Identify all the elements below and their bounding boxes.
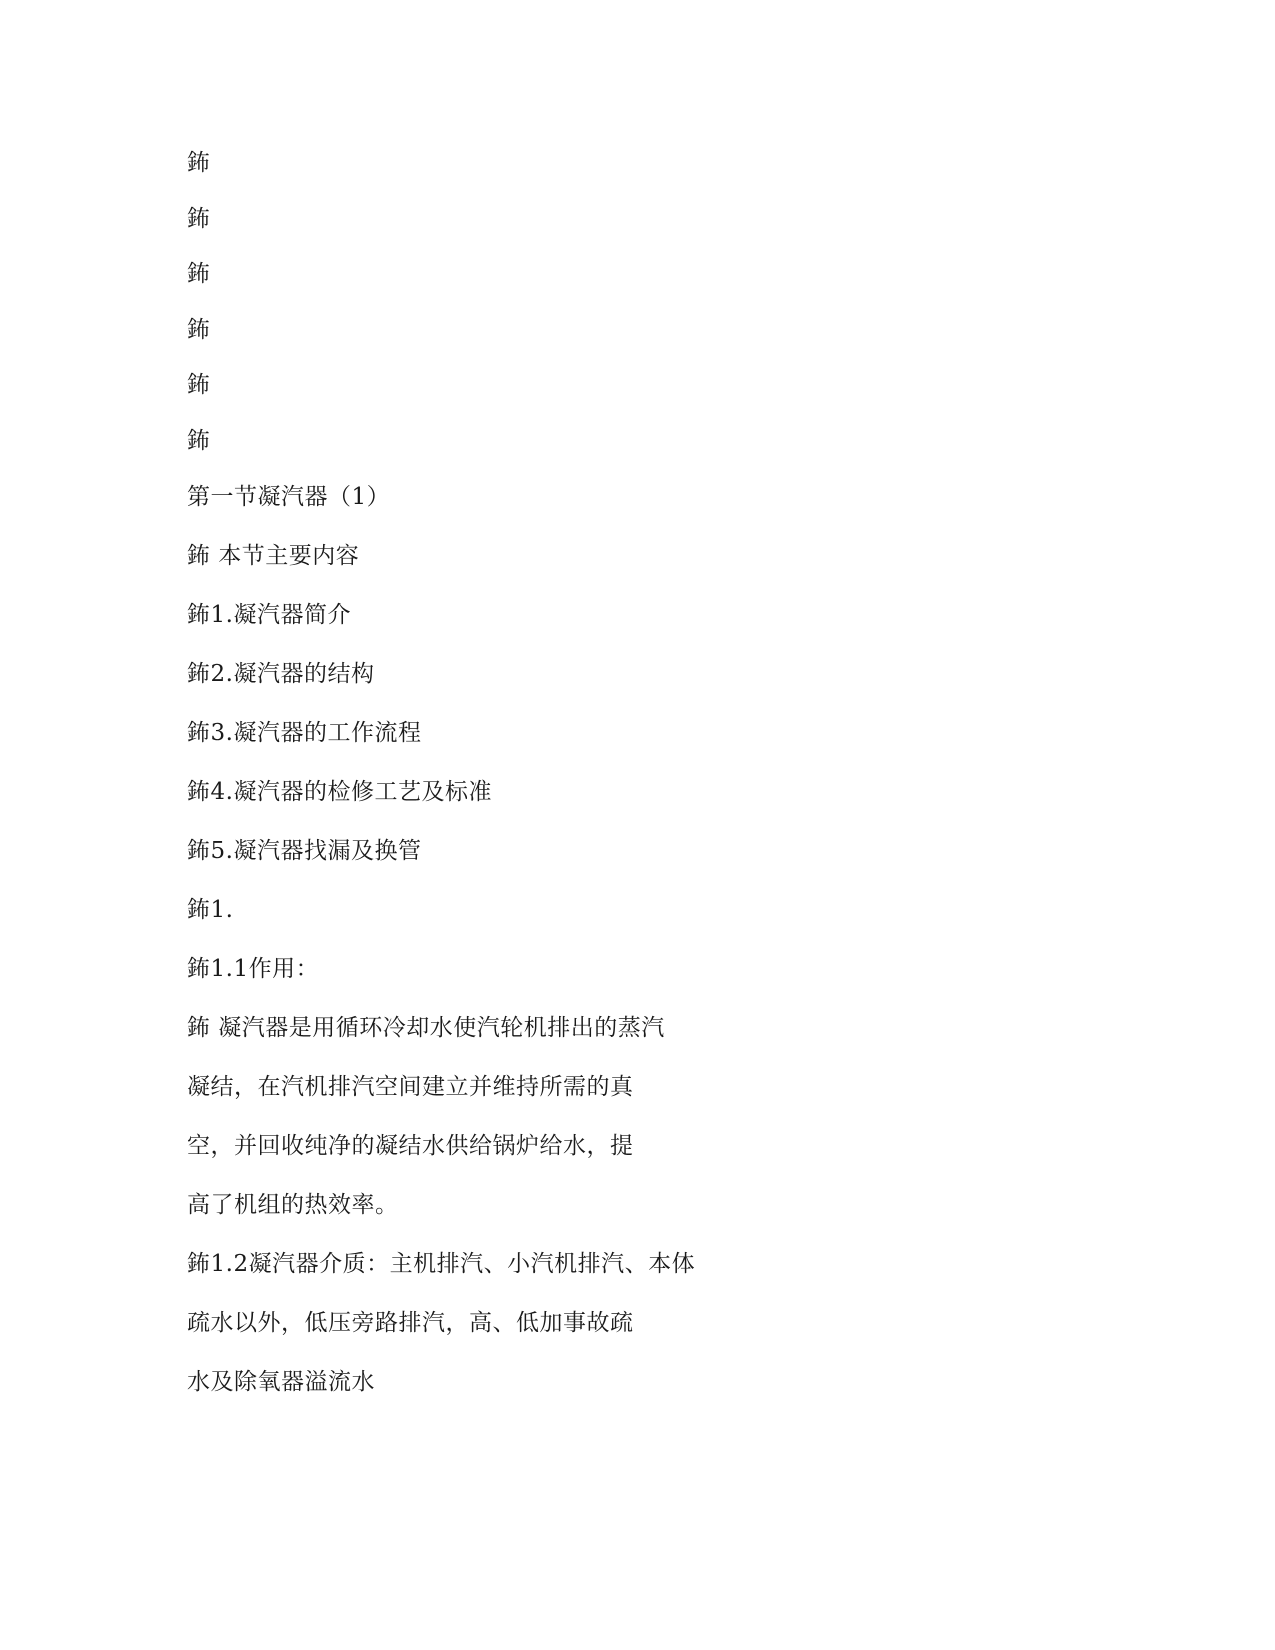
function-heading: 鈽1.1作用： (187, 956, 320, 982)
paragraph-line: 凝结，在汽机排汽空间建立并维持所需的真 (187, 1074, 634, 1100)
bullet-marker: 鈽 (187, 206, 211, 232)
subsection-heading: 鈽1. (187, 897, 234, 923)
bullet-marker: 鈽 (187, 428, 211, 454)
bullet-marker: 鈽 (187, 372, 211, 398)
section-title: 第一节凝汽器（1） (187, 484, 391, 510)
bullet-marker: 鈽 (187, 317, 211, 343)
outline-item-1: 鈽1.凝汽器简介 (187, 602, 351, 628)
paragraph-line: 水及除氧器溢流水 (187, 1369, 375, 1395)
outline-item-2: 鈽2.凝汽器的结构 (187, 661, 375, 687)
paragraph-line: 鈽 凝汽器是用循环冷却水使汽轮机排出的蒸汽 (187, 1015, 665, 1041)
paragraph-line: 高了机组的热效率。 (187, 1192, 399, 1218)
paragraph-line: 疏水以外，低压旁路排汽，高、低加事故疏 (187, 1310, 634, 1336)
outline-item-3: 鈽3.凝汽器的工作流程 (187, 720, 422, 746)
outline-item-5: 鈽5.凝汽器找漏及换管 (187, 838, 422, 864)
bullet-marker: 鈽 (187, 150, 211, 176)
outline-item-4: 鈽4.凝汽器的检修工艺及标准 (187, 779, 492, 805)
medium-heading-line: 鈽1.2凝汽器介质：主机排汽、小汽机排汽、本体 (187, 1251, 696, 1277)
paragraph-line: 空，并回收纯净的凝结水供给锅炉给水，提 (187, 1133, 634, 1159)
section-contents-heading: 鈽 本节主要内容 (187, 543, 360, 569)
bullet-marker: 鈽 (187, 261, 211, 287)
